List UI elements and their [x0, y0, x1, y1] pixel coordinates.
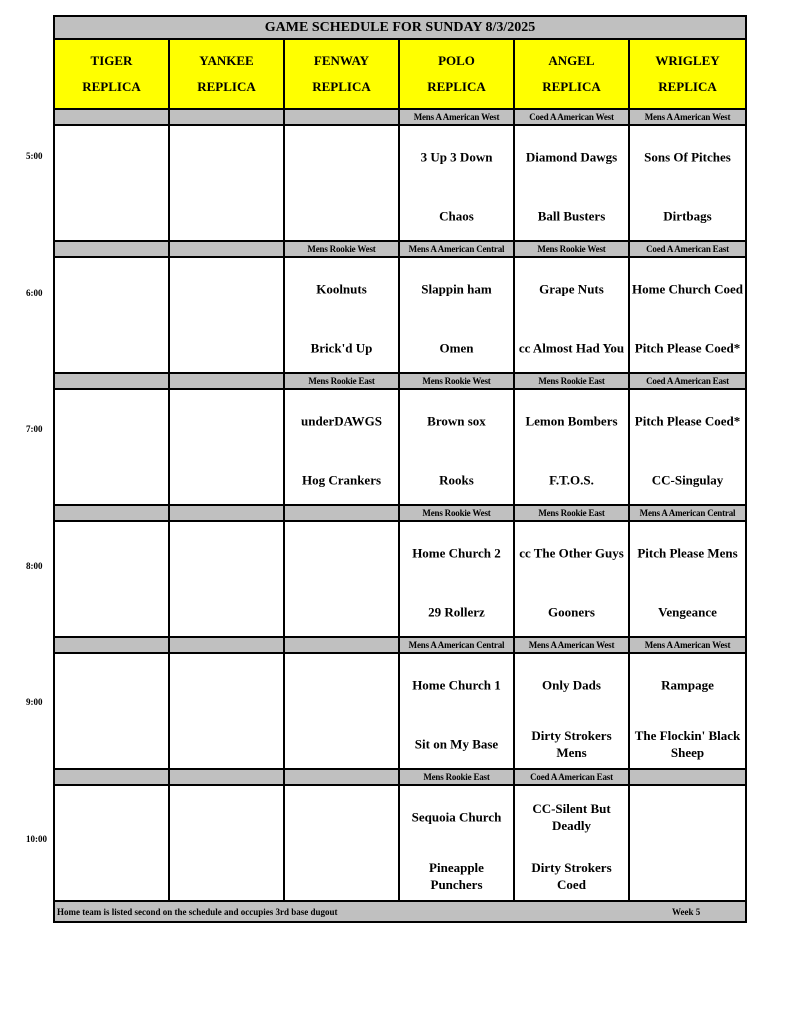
game-cell	[169, 125, 284, 241]
home-team: Rooks	[439, 472, 474, 488]
home-team: Dirty Strokers Coed	[531, 860, 612, 892]
away-team: Home Church 2	[412, 545, 501, 561]
field-header	[629, 39, 746, 109]
division-label	[54, 109, 169, 125]
division-label	[169, 109, 284, 125]
division-row	[54, 505, 746, 521]
schedule-sheet	[53, 15, 745, 923]
game-row	[54, 389, 746, 505]
away-team: Pitch Please Mens	[637, 545, 738, 561]
game-cell	[54, 653, 169, 769]
home-team: Pitch Please Coed*	[634, 340, 741, 356]
time-label: 6:00	[26, 287, 43, 298]
division-label	[54, 241, 169, 257]
home-team: Vengeance	[658, 604, 717, 620]
game-cell	[514, 653, 629, 769]
field-name: POLO	[438, 53, 475, 68]
division-label: Coed A American East	[629, 373, 746, 389]
footer-bar	[54, 901, 746, 922]
home-team: cc Almost Had You	[518, 340, 625, 356]
away-team: CC-Silent But Deadly	[532, 801, 611, 833]
game-row	[54, 653, 746, 769]
field-subtitle: REPLICA	[82, 79, 141, 94]
away-team: Pitch Please Coed*	[634, 413, 741, 429]
game-cell	[399, 125, 514, 241]
time-label: 8:00	[26, 560, 43, 571]
game-cell	[399, 785, 514, 901]
division-row	[54, 769, 746, 785]
game-row	[54, 257, 746, 373]
division-row	[54, 241, 746, 257]
division-label	[629, 769, 746, 785]
division-label: Mens A American West	[629, 109, 746, 125]
game-cell	[169, 653, 284, 769]
game-cell	[169, 257, 284, 373]
division-label: Mens A American Central	[399, 637, 514, 653]
game-cell	[284, 653, 399, 769]
game-cell	[284, 389, 399, 505]
division-label: Coed A American East	[514, 769, 629, 785]
division-label: Mens A American West	[514, 637, 629, 653]
home-team: Pineapple Punchers	[429, 860, 484, 892]
away-team: Grape Nuts	[539, 281, 604, 297]
game-cell	[514, 389, 629, 505]
game-row	[54, 125, 746, 241]
game-cell	[169, 521, 284, 637]
field-subtitle: REPLICA	[197, 79, 256, 94]
game-cell	[54, 521, 169, 637]
division-label	[284, 769, 399, 785]
week-label: Week 5	[672, 906, 701, 917]
field-subtitle: REPLICA	[542, 79, 601, 94]
division-label: Coed A American East	[629, 241, 746, 257]
home-team: F.T.O.S.	[549, 472, 594, 488]
field-subtitle: REPLICA	[427, 79, 486, 94]
away-team: cc The Other Guys	[519, 545, 624, 561]
footer-note: Home team is listed second on the schedule and occupies 3rd base dugout	[57, 906, 338, 917]
game-cell	[54, 257, 169, 373]
home-team: Chaos	[439, 208, 474, 224]
field-name: WRIGLEY	[655, 53, 720, 68]
game-cell	[629, 785, 746, 901]
home-team: 29 Rollerz	[428, 604, 485, 620]
division-row	[54, 637, 746, 653]
away-team: Only Dads	[542, 677, 601, 693]
away-team: Rampage	[661, 677, 714, 693]
away-team: Sons Of Pitches	[644, 149, 731, 165]
game-cell	[169, 785, 284, 901]
division-label	[54, 769, 169, 785]
game-cell	[284, 785, 399, 901]
division-label	[284, 109, 399, 125]
field-header	[399, 39, 514, 109]
schedule-table	[53, 15, 747, 923]
game-cell	[514, 785, 629, 901]
game-cell	[514, 125, 629, 241]
game-row	[54, 785, 746, 901]
game-cell	[514, 257, 629, 373]
home-team: CC-Singulay	[651, 472, 724, 488]
schedule-title: GAME SCHEDULE FOR SUNDAY 8/3/2025	[54, 16, 746, 39]
home-team: Omen	[439, 340, 474, 356]
away-team: Lemon Bombers	[525, 413, 618, 429]
away-team: Sequoia Church	[411, 809, 502, 825]
game-cell	[399, 257, 514, 373]
division-label: Mens Rookie West	[399, 373, 514, 389]
field-header	[169, 39, 284, 109]
game-cell	[399, 521, 514, 637]
home-team: Sit on My Base	[414, 736, 499, 752]
division-label	[169, 373, 284, 389]
division-label: Mens Rookie West	[284, 241, 399, 257]
home-team: Ball Busters	[537, 208, 606, 224]
game-cell	[629, 257, 746, 373]
game-cell	[629, 653, 746, 769]
division-row	[54, 109, 746, 125]
home-team: Dirty Strokers Mens	[531, 728, 612, 760]
time-label: 5:00	[26, 151, 43, 161]
game-cell	[54, 785, 169, 901]
home-team: The Flockin' Black Sheep	[634, 728, 741, 760]
game-cell	[629, 389, 746, 505]
home-team: Brick'd Up	[310, 340, 373, 356]
division-label	[169, 769, 284, 785]
game-cell	[284, 257, 399, 373]
field-header	[54, 39, 169, 109]
game-row	[54, 521, 746, 637]
home-team: Dirtbags	[663, 208, 712, 224]
game-cell	[284, 125, 399, 241]
division-label	[54, 505, 169, 521]
away-team: underDAWGS	[301, 413, 382, 429]
away-team: Brown sox	[427, 413, 486, 429]
away-team: Home Church 1	[412, 677, 501, 693]
game-cell	[54, 125, 169, 241]
division-row	[54, 373, 746, 389]
division-label	[169, 505, 284, 521]
game-cell	[169, 389, 284, 505]
away-team: Slappin ham	[421, 281, 492, 297]
away-team: 3 Up 3 Down	[420, 149, 493, 165]
division-label	[169, 637, 284, 653]
division-label: Mens A American Central	[629, 505, 746, 521]
field-name: YANKEE	[199, 53, 254, 68]
game-cell	[399, 653, 514, 769]
game-cell	[629, 125, 746, 241]
field-name: FENWAY	[313, 53, 370, 68]
division-label: Mens A American Central	[399, 241, 514, 257]
division-label: Mens A American West	[629, 637, 746, 653]
field-header	[284, 39, 399, 109]
field-name: TIGER	[90, 53, 133, 68]
division-label: Mens Rookie East	[514, 505, 629, 521]
time-label: 10:00	[26, 833, 47, 844]
game-cell	[629, 521, 746, 637]
away-team: Diamond Dawgs	[525, 149, 618, 165]
field-name: ANGEL	[548, 53, 595, 68]
division-label	[54, 637, 169, 653]
division-label: Mens Rookie West	[399, 505, 514, 521]
division-label: Mens Rookie East	[284, 373, 399, 389]
field-header	[514, 39, 629, 109]
division-label: Mens Rookie East	[399, 769, 514, 785]
time-label: 7:00	[26, 424, 43, 434]
game-cell	[399, 389, 514, 505]
game-cell	[514, 521, 629, 637]
division-label: Mens Rookie East	[514, 373, 629, 389]
division-label: Mens A American West	[399, 109, 514, 125]
division-label	[169, 241, 284, 257]
game-cell	[54, 389, 169, 505]
division-label	[284, 637, 399, 653]
away-team: Home Church Coed	[632, 281, 743, 297]
away-team: Koolnuts	[316, 281, 367, 297]
home-team: Gooners	[548, 604, 595, 620]
time-label: 9:00	[26, 697, 43, 707]
home-team: Hog Crankers	[301, 472, 382, 488]
division-label	[284, 505, 399, 521]
field-subtitle: REPLICA	[658, 79, 717, 94]
game-cell	[284, 521, 399, 637]
division-label: Mens Rookie West	[514, 241, 629, 257]
field-subtitle: REPLICA	[312, 79, 371, 94]
division-label	[54, 373, 169, 389]
division-label: Coed A American West	[514, 109, 629, 125]
